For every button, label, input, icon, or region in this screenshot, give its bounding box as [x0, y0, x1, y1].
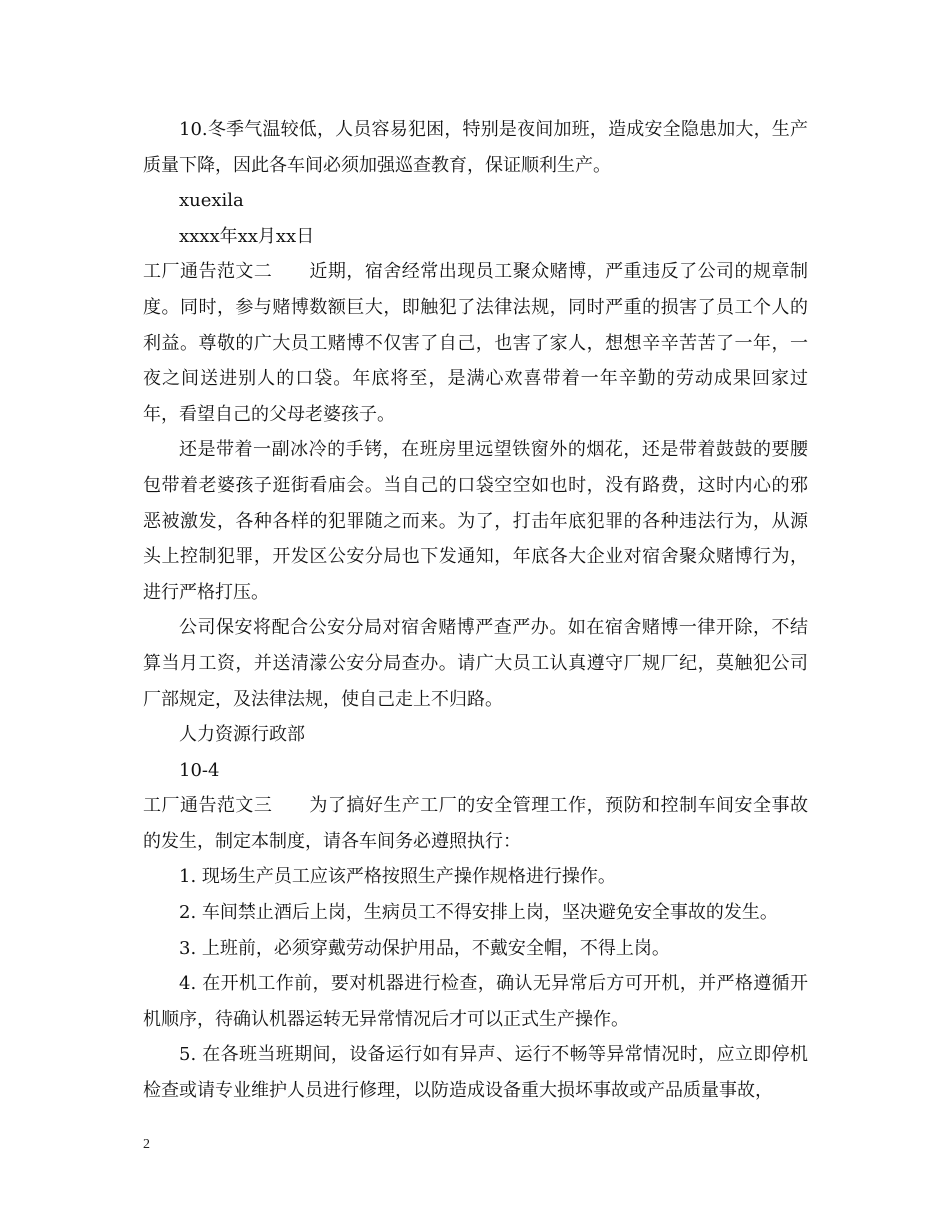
- signature-date-two: 10-4: [179, 759, 220, 781]
- signature-date: xxxx年xx月xx日: [179, 225, 315, 247]
- signature-name: xuexila: [179, 190, 244, 212]
- list-item-rule-5: 5. 在各班当班期间，设备运行如有异声、运行不畅等异常情况时，应立即停机检查或请专业维护人员进行修理，以防造成设备重大损坏事故或产品质量事故，: [143, 1044, 808, 1102]
- list-item-rule-1: 1. 现场生产员工应该严格按照生产操作规格进行操作。: [179, 866, 616, 888]
- page-number: 2: [143, 1137, 150, 1152]
- paragraph-security: 公司保安将配合公安分局对宿舍赌博严查严办。如在宿舍赌博一律开除，不结算当月工资，并送清濛公安分局查办。请广大员工认真遵守厂规厂纪，莫触犯公司厂部规定，及法律法规，使自己走上不归路。: [143, 617, 808, 710]
- paragraph-handcuffs: 还是带着一副冰冷的手铐，在班房里远望铁窗外的烟花，还是带着鼓鼓的要腰包带着老婆孩子逛街看庙会。当自己的口袋空空如也时，没有路费，这时内心的邪恶被激发，各种各样的犯罪随之而来。为了，打击年底犯罪的各种违法行为，从源头上控制犯罪，开发区公安分局也下发通知，年底各大企业对宿舍聚众赌博行为，进行严格打压。: [143, 439, 808, 603]
- paragraph-notice-two: 工厂通告范文二 近期，宿舍经常出现员工聚众赌博，严重违反了公司的规章制度。同时，参与赌博数额巨大，即触犯了法律法规，同时严重的损害了员工个人的利益。尊敬的广大员工赌博不仅害了自己，也害了家人，想想辛辛苦苦了一年，一夜之间送进别人的口袋。年底将至，是满心欢喜带着一年辛勤的劳动成果回家过年，看望自己的父母老婆孩子。: [143, 261, 808, 425]
- paragraph-winter-notice: 10.冬季气温较低，人员容易犯困，特别是夜间加班，造成安全隐患加大，生产质量下降，因此各车间必须加强巡查教育，保证顺利生产。: [143, 119, 808, 176]
- document-body: [143, 112, 808, 1109]
- list-item-rule-3: 3. 上班前，必须穿戴劳动保护用品，不戴安全帽，不得上岗。: [179, 937, 670, 959]
- list-item-rule-4: 4. 在开机工作前，要对机器进行检查，确认无异常后方可开机，并严格遵循开机顺序，待确认机器运转无异常情况后才可以正式生产操作。: [143, 973, 808, 1030]
- list-item-rule-2: 2. 车间禁止酒后上岗，生病员工不得安排上岗，坚决避免安全事故的发生。: [179, 902, 778, 924]
- paragraph-notice-three: 工厂通告范文三 为了搞好生产工厂的安全管理工作，预防和控制车间安全事故的发生，制定本制度，请各车间务必遵照执行：: [143, 795, 808, 852]
- signature-department: 人力资源行政部: [179, 724, 305, 746]
